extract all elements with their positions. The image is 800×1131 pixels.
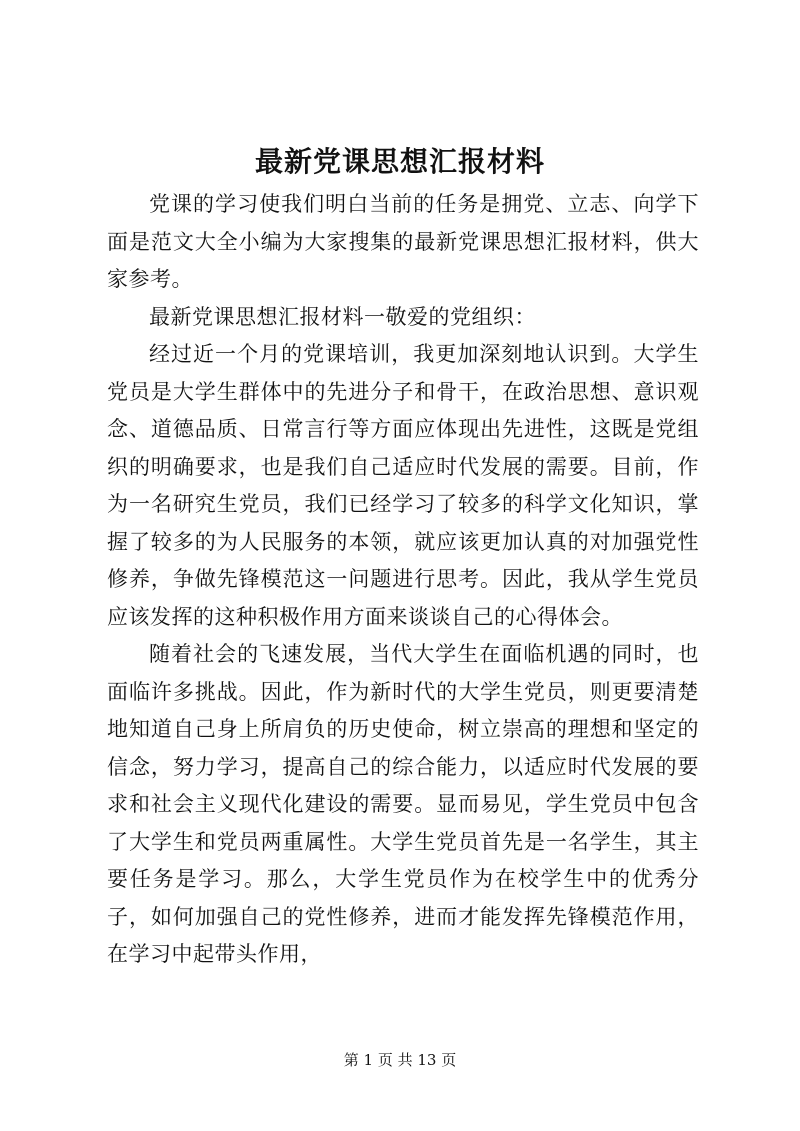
paragraph-body-1: 经过近一个月的党课培训，我更加深刻地认识到。大学生党员是大学生群体中的先进分子和骨干，在政治思想、意识观念、道德品质、日常言行等方面应体现出先进性，这既是党组织的明确要求，也是我们自己适应时代发展的需要。目前，作为一名研究生党员，我们已经学习了较多的科学文化知识，掌握了较多的为人民服务的本领，就应该更加认真的对加强党性修养，争做先锋模范这一问题进行思考。因此，我从学生党员应该发挥的这种积极作用方面来谈谈自己的心得体会。 xyxy=(107,342,699,629)
paragraph-salutation: 最新党课思想汇报材料一敬爱的党组织： xyxy=(149,304,536,329)
page-title: 最新党课思想汇报材料 xyxy=(254,145,545,178)
page-footer xyxy=(0,1048,800,1072)
page-number-label: 第 1 页 共 13 页 xyxy=(343,1051,457,1069)
paragraph-body-2: 随着社会的飞速发展，当代大学生在面临机遇的同时，也面临许多挑战。因此，作为新时代的大学生党员，则更要清楚地知道自己身上所肩负的历史使命，树立崇高的理想和坚定的信念，努力学习，提高自己的综合能力，以适应时代发展的要求和社会主义现代化建设的需要。显而易见，学生党员中包含了大学生和党员两重属性。大学生党员首先是一名学生，其主要任务是学习。那么，大学生党员作为在校学生中的优秀分子，如何加强自己的党性修养，进而才能发挥先锋模范作用，在学习中起带头作用， xyxy=(107,642,699,966)
document-body xyxy=(107,186,699,974)
paragraph-intro: 党课的学习使我们明白当前的任务是拥党、立志、向学下面是范文大全小编为大家搜集的最新党课思想汇报材料，供大家参考。 xyxy=(107,192,699,291)
